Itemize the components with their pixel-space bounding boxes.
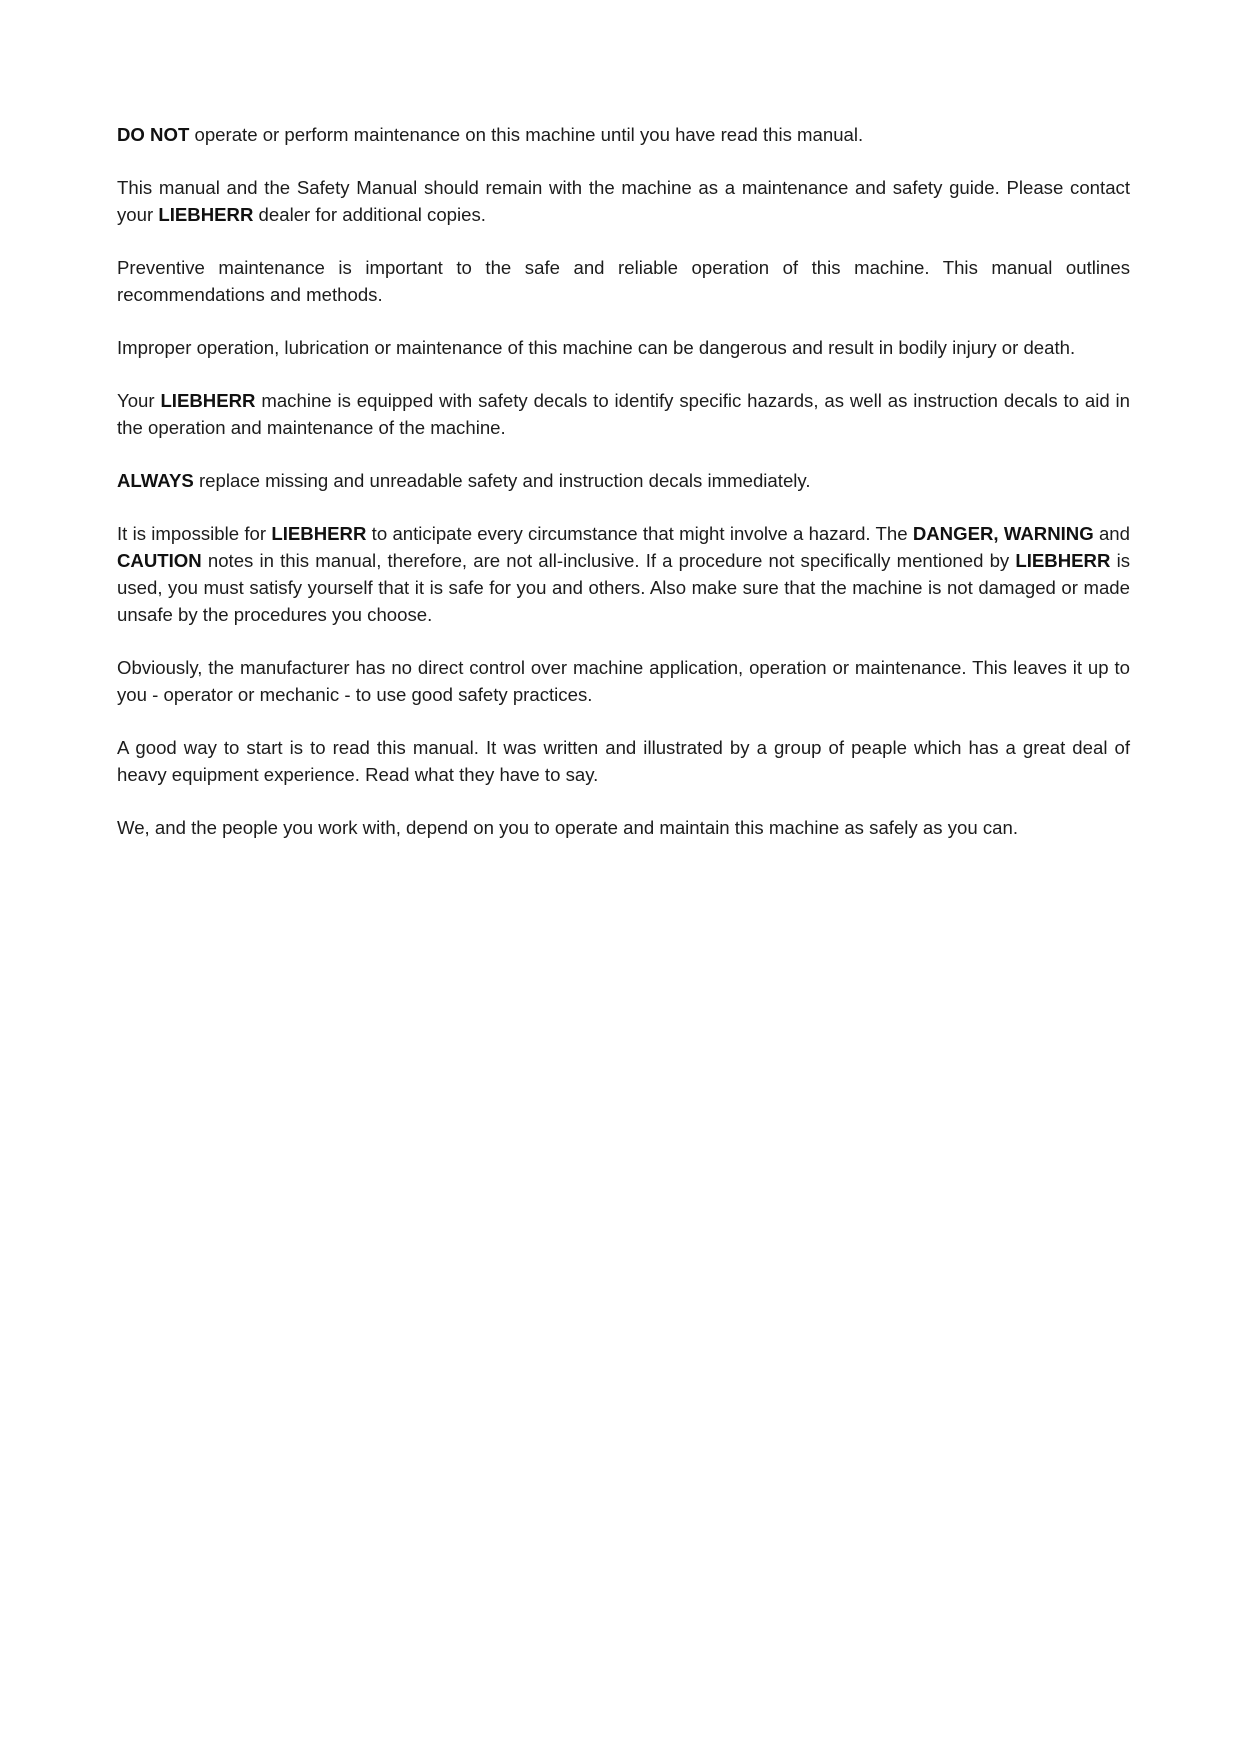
text-segment: This manual and the Safety Manual should remain with the machine as a maintenance and safety guide. Please contact your	[117, 177, 1130, 225]
text-segment: It is impossible for	[117, 523, 272, 544]
emphasized-text: LIEBHERR	[158, 204, 254, 225]
emphasized-text: CAUTION	[117, 550, 202, 571]
text-segment: Preventive maintenance is important to the safe and reliable operation of this machine. This manual outlines recommendations and methods.	[117, 257, 1130, 305]
text-segment: Your	[117, 390, 161, 411]
text-segment: Improper operation, lubrication or maintenance of this machine can be dangerous and result in bodily injury or death.	[117, 337, 1076, 358]
paragraph	[117, 334, 1130, 361]
emphasized-text: LIEBHERR	[271, 523, 367, 544]
paragraph	[117, 654, 1130, 708]
paragraph	[117, 734, 1130, 788]
text-segment: is used, you must satisfy yourself that it is safe for you and others. Also make sure that the machine is not damaged or made unsafe by the procedures you choose.	[117, 550, 1131, 625]
text-segment: and	[1093, 523, 1130, 544]
text-segment: notes in this manual, therefore, are not all-inclusive. If a procedure not specifically mentioned by	[201, 550, 1016, 571]
paragraph	[117, 174, 1130, 228]
emphasized-text: LIEBHERR	[160, 390, 256, 411]
emphasized-text: ALWAYS	[117, 470, 194, 491]
emphasized-text: DO NOT	[117, 124, 190, 145]
paragraph	[117, 121, 1130, 148]
paragraph	[117, 520, 1130, 628]
text-segment: operate or perform maintenance on this machine until you have read this manual.	[189, 124, 864, 145]
text-segment: to anticipate every circumstance that might involve a hazard. The	[366, 523, 913, 544]
paragraph	[117, 254, 1130, 308]
text-segment: replace missing and unreadable safety and instruction decals immediately.	[193, 470, 811, 491]
document-body	[117, 121, 1130, 867]
text-segment: Obviously, the manufacturer has no direct control over machine application, operation or maintenance. This leaves it up to you - operator or mechanic - to use good safety practices.	[117, 657, 1130, 705]
emphasized-text: DANGER, WARNING	[912, 523, 1094, 544]
text-segment: dealer for additional copies.	[253, 204, 486, 225]
paragraph	[117, 467, 1130, 494]
paragraph	[117, 814, 1130, 841]
text-segment: We, and the people you work with, depend on you to operate and maintain this machine as safely as you can.	[117, 817, 1018, 838]
paragraph	[117, 387, 1130, 441]
emphasized-text: LIEBHERR	[1015, 550, 1111, 571]
text-segment: A good way to start is to read this manual. It was written and illustrated by a group of peaple which has a great deal of heavy equipment experience. Read what they have to say.	[117, 737, 1130, 785]
text-segment: machine is equipped with safety decals to identify specific hazards, as well as instruction decals to aid in the operation and maintenance of the machine.	[117, 390, 1130, 438]
